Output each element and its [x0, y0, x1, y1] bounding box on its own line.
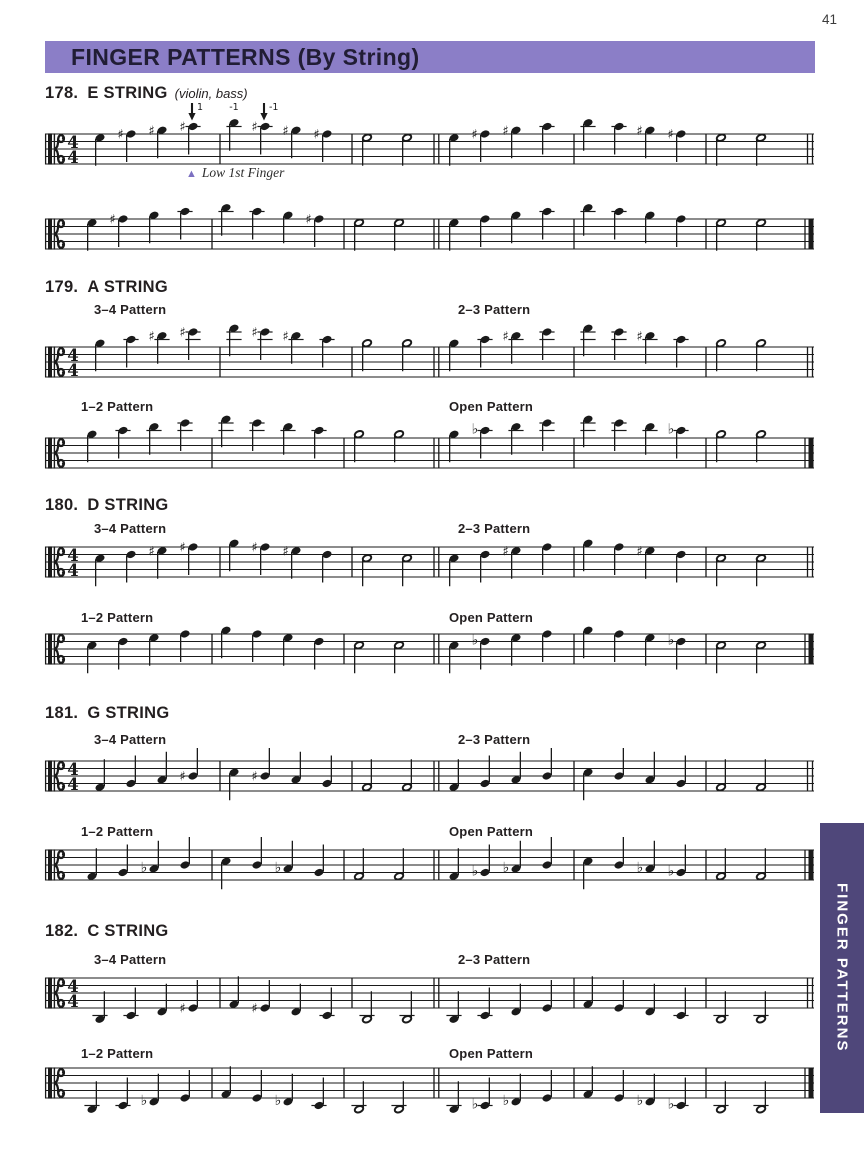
pattern-label: 3–4 Pattern	[94, 302, 167, 317]
svg-text:4: 4	[67, 545, 79, 565]
svg-text:♯: ♯	[282, 123, 289, 139]
page-edge-tab-label: FINGER PATTERNS	[833, 883, 851, 1053]
svg-text:♭: ♭	[667, 863, 675, 880]
staff-line-wrapper	[42, 598, 817, 695]
svg-text:-1: -1	[269, 102, 279, 113]
svg-text:♯: ♯	[179, 120, 186, 136]
pattern-label: 2–3 Pattern	[458, 732, 531, 747]
exercise-number: 181.	[45, 704, 79, 722]
svg-text:♭: ♭	[502, 1092, 510, 1109]
pattern-label: Open Pattern	[449, 1046, 534, 1061]
staff-line-wrapper	[42, 183, 817, 280]
svg-text:4: 4	[67, 147, 79, 167]
staff-line-wrapper	[42, 511, 817, 608]
staff-system	[42, 402, 817, 494]
staff-line-wrapper	[42, 1032, 817, 1129]
staff-system	[42, 511, 817, 603]
svg-text:♯: ♯	[636, 123, 643, 139]
exercise-heading	[45, 922, 169, 941]
svg-text:4: 4	[67, 991, 79, 1011]
svg-text:♯: ♯	[109, 212, 116, 228]
svg-text:♭: ♭	[274, 859, 282, 876]
svg-text:♯: ♯	[502, 123, 509, 139]
svg-text:♯: ♯	[667, 127, 674, 143]
svg-text:4: 4	[67, 132, 79, 152]
svg-text:♯: ♯	[117, 127, 124, 143]
pattern-label: 1–2 Pattern	[81, 610, 154, 625]
svg-text:♯: ♯	[251, 769, 258, 785]
svg-text:4: 4	[67, 976, 79, 996]
exercise-number: 180.	[45, 496, 79, 514]
pattern-label: 2–3 Pattern	[458, 952, 531, 967]
pattern-label: Open Pattern	[449, 399, 534, 414]
exercise-title: A STRING	[87, 278, 168, 296]
staff-line-wrapper	[42, 402, 817, 499]
svg-text:♭: ♭	[636, 1092, 644, 1109]
exercise-number: 182.	[45, 922, 79, 940]
svg-text:♭: ♭	[274, 1092, 282, 1109]
svg-text:♯: ♯	[502, 544, 509, 560]
svg-text:♭: ♭	[667, 632, 675, 649]
svg-text:♭: ♭	[471, 863, 479, 880]
svg-text:♯: ♯	[471, 127, 478, 143]
svg-text:♯: ♯	[148, 544, 155, 560]
pattern-label: 3–4 Pattern	[94, 732, 167, 747]
exercise-title: G STRING	[87, 704, 170, 722]
svg-text:4: 4	[67, 774, 79, 794]
svg-text:♯: ♯	[282, 329, 289, 345]
svg-text:♯: ♯	[251, 1001, 258, 1017]
pattern-label: Open Pattern	[449, 824, 534, 839]
svg-text:4: 4	[67, 345, 79, 365]
svg-text:♯: ♯	[282, 544, 289, 560]
staff-line-wrapper	[42, 725, 817, 822]
svg-text:♭: ♭	[140, 859, 148, 876]
staff-system	[42, 725, 817, 817]
staff-system	[42, 183, 817, 275]
pattern-label: 1–2 Pattern	[81, 399, 154, 414]
svg-text:♯: ♯	[305, 212, 312, 228]
staff-system	[42, 311, 817, 403]
staff-system	[42, 814, 817, 906]
section-title: FINGER PATTERNS (By String)	[71, 43, 420, 70]
staff-line-wrapper	[42, 942, 817, 1039]
pattern-label: 2–3 Pattern	[458, 521, 531, 536]
exercise-heading	[45, 704, 169, 723]
svg-text:♭: ♭	[471, 1096, 479, 1113]
low-first-finger-text: Low 1st Finger	[201, 165, 285, 180]
pattern-label: 2–3 Pattern	[458, 302, 531, 317]
low-first-finger-note	[186, 165, 284, 181]
svg-text:♯: ♯	[179, 769, 186, 785]
exercise-subtitle: (violin, bass)	[174, 86, 248, 101]
page-edge-tab	[820, 823, 864, 1113]
svg-text:♯: ♯	[502, 329, 509, 345]
staff-line-wrapper	[42, 814, 817, 911]
exercise-title: D STRING	[87, 496, 169, 514]
staff-system	[42, 98, 817, 190]
exercise-number: 178.	[45, 84, 79, 102]
svg-text:♭: ♭	[667, 421, 675, 438]
svg-text:♯: ♯	[251, 120, 258, 136]
triangle-marker-icon: ▲	[186, 168, 197, 180]
svg-text:♭: ♭	[471, 421, 479, 438]
svg-text:♯: ♯	[251, 540, 258, 556]
svg-text:♭: ♭	[667, 1096, 675, 1113]
svg-text:1: 1	[197, 102, 204, 113]
svg-text:♯: ♯	[636, 544, 643, 560]
svg-text:♯: ♯	[636, 329, 643, 345]
staff-line-wrapper	[42, 98, 817, 195]
pattern-label: 3–4 Pattern	[94, 521, 167, 536]
pattern-label: 1–2 Pattern	[81, 1046, 154, 1061]
svg-text:♯: ♯	[179, 1001, 186, 1017]
staff-system	[42, 598, 817, 690]
svg-text:♯: ♯	[179, 325, 186, 341]
svg-text:♭: ♭	[502, 859, 510, 876]
pattern-label: Open Pattern	[449, 610, 534, 625]
svg-text:♭: ♭	[140, 1092, 148, 1109]
svg-text:♯: ♯	[251, 325, 258, 341]
svg-text:♯: ♯	[148, 329, 155, 345]
pattern-label: 1–2 Pattern	[81, 824, 154, 839]
svg-text:-1: -1	[229, 102, 239, 113]
exercise-title: E STRING	[87, 84, 168, 102]
staff-system	[42, 942, 817, 1034]
svg-text:♯: ♯	[148, 123, 155, 139]
svg-text:4: 4	[67, 759, 79, 779]
svg-text:♭: ♭	[471, 632, 479, 649]
exercise-title: C STRING	[87, 922, 169, 940]
exercise-heading	[45, 278, 168, 297]
page-number: 41	[822, 12, 838, 27]
svg-text:♭: ♭	[636, 859, 644, 876]
svg-text:♯: ♯	[313, 127, 320, 143]
staff-line-wrapper	[42, 311, 817, 408]
svg-text:4: 4	[67, 360, 79, 380]
svg-text:♯: ♯	[179, 540, 186, 556]
svg-text:4: 4	[67, 560, 79, 580]
staff-system	[42, 1032, 817, 1124]
exercise-number: 179.	[45, 278, 79, 296]
pattern-label: 3–4 Pattern	[94, 952, 167, 967]
